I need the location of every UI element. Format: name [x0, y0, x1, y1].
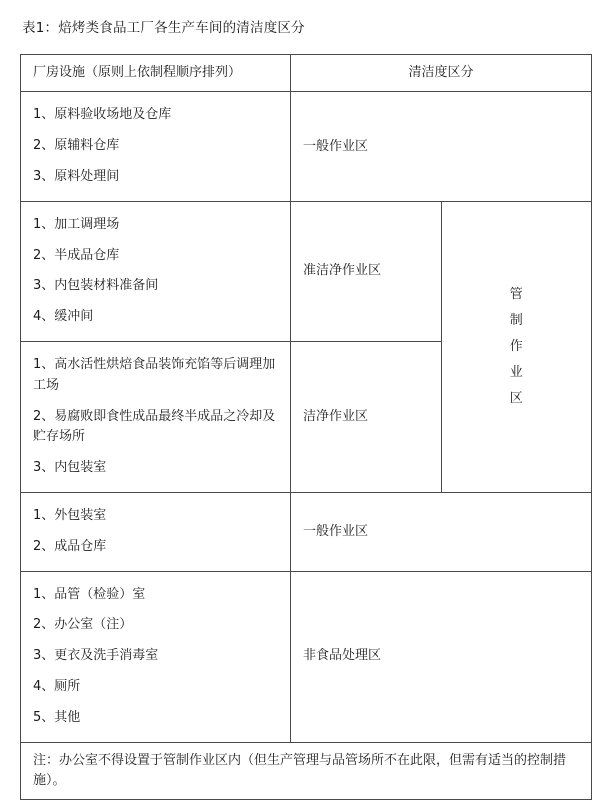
- list-item: 4、缓冲间: [33, 309, 94, 325]
- list-item: 1、高水活性烘焙食品装饰充馅等后调理加工场: [33, 356, 276, 393]
- header-cleanliness: 清洁度区分: [291, 55, 592, 92]
- level-cell-3: 洁净作业区: [291, 341, 442, 492]
- zone-vertical-label: [510, 282, 523, 412]
- facility-cell-5: [21, 571, 291, 742]
- list-item: 1、加工调理场: [33, 216, 120, 232]
- cleanliness-zone-table: [20, 54, 592, 800]
- list-item: 4、厕所: [33, 678, 81, 694]
- table-row: [21, 492, 592, 571]
- level-cell-5: 非食品处理区: [291, 571, 592, 742]
- table-caption: 表1：焙烤类食品工厂各生产车间的清洁度区分: [22, 20, 305, 36]
- level-cell-2: 准洁净作业区: [291, 201, 442, 341]
- zone-char: 业: [509, 364, 523, 380]
- facility-list-2: [33, 210, 278, 333]
- facility-cell-4: [21, 492, 291, 571]
- list-item: 3、原料处理间: [33, 168, 120, 184]
- list-item: 2、易腐败即食性成品最终半成品之冷却及贮存场所: [33, 408, 276, 445]
- facility-list-5: [33, 580, 278, 734]
- table-row: [21, 92, 592, 201]
- facility-cell-1: [21, 92, 291, 201]
- list-item: 3、内包装材料准备间: [33, 278, 159, 294]
- facility-list-3: [33, 350, 278, 484]
- level-cell-4: 一般作业区: [291, 492, 592, 571]
- facility-list-4: [33, 501, 278, 563]
- level-cell-1: 一般作业区: [291, 92, 592, 201]
- facility-list-1: [33, 100, 278, 192]
- facility-cell-2: [21, 201, 291, 341]
- list-item: 2、半成品仓库: [33, 247, 120, 263]
- zone-char: 管: [509, 286, 523, 302]
- zone-char: 制: [509, 312, 523, 328]
- list-item: 3、更衣及洗手消毒室: [33, 648, 159, 664]
- table-header-row: [21, 55, 592, 92]
- list-item: 3、内包装室: [33, 460, 107, 476]
- list-item: 2、办公室（注）: [33, 617, 133, 633]
- list-item: 1、原料验收场地及仓库: [33, 107, 172, 123]
- list-item: 2、原辅料仓库: [33, 138, 120, 154]
- table-note: 注：办公室不得设置于管制作业区内（但生产管理与品管场所不在此限，但需有适当的控制措施）。: [21, 742, 592, 799]
- zone-char: 作: [509, 338, 523, 354]
- list-item: 1、外包装室: [33, 507, 107, 523]
- table-note-row: [21, 742, 592, 799]
- table-row: [21, 571, 592, 742]
- facility-cell-3: [21, 341, 291, 492]
- list-item: 5、其他: [33, 709, 81, 725]
- table-row: [21, 201, 592, 341]
- list-item: 1、品管（检验）室: [33, 586, 146, 602]
- zone-cell-controlled: [441, 201, 592, 492]
- list-item: 2、成品仓库: [33, 538, 107, 554]
- zone-char: 区: [509, 390, 523, 406]
- header-facility: 厂房设施（原则上依制程顺序排列）: [21, 55, 291, 92]
